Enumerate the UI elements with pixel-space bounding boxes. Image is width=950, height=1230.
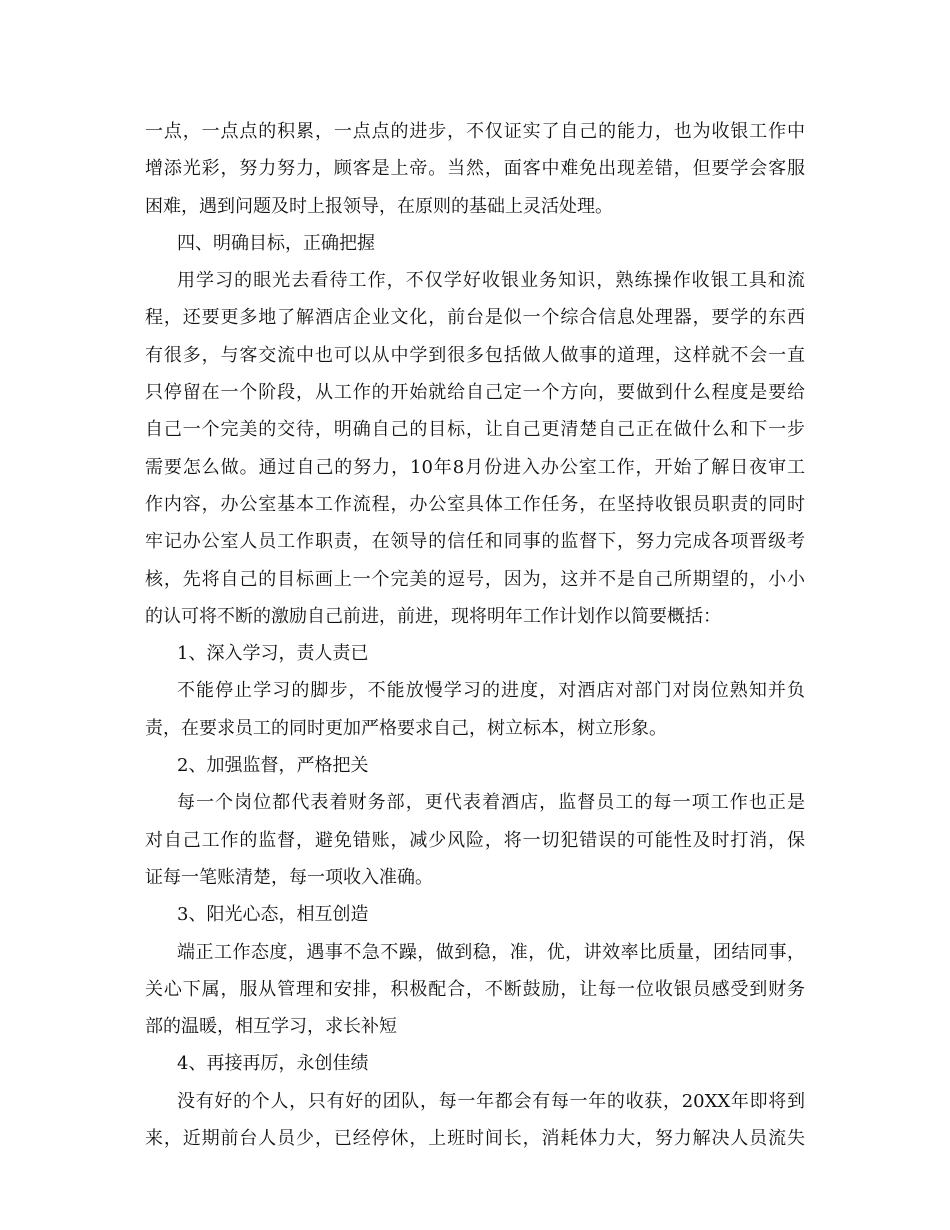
text-line: 一点，一点点的积累，一点点的进步，不仅证实了自己的能力，也为收银工作中 bbox=[145, 121, 805, 142]
text-line: 来，近期前台人员少，已经停休，上班时间长，消耗体力大，努力解决人员流失 bbox=[145, 1128, 805, 1150]
text-line: 作内容，办公室基本工作流程，办公室具体工作任务，在坚持收银员职责的同时 bbox=[145, 493, 805, 515]
text-line: 证每一笔账清楚，每一项收入准确。 bbox=[145, 866, 433, 888]
text-line: 的认可将不断的激励自己前进，前进，现将明年工作计划作以简要概括： bbox=[145, 605, 721, 627]
text-line: 有很多，与客交流中也可以从中学到很多包括做人做事的道理，这样就不会一直 bbox=[145, 344, 805, 366]
paragraph-start-line: 每一个岗位都代表着财务部，更代表着酒店，监督员工的每一项工作也正是 bbox=[177, 792, 805, 814]
text-line: 牢记办公室人员工作职责，在领导的信任和同事的监督下，努力完成各项晋级考 bbox=[145, 531, 805, 553]
paragraph-start-line: 不能停止学习的脚步，不能放慢学习的进度，对酒店对部门对岗位熟知并负 bbox=[177, 680, 805, 702]
text-line: 责，在要求员工的同时更加严格要求自己，树立标本，树立形象。 bbox=[145, 717, 667, 739]
document-body bbox=[145, 113, 805, 1157]
text-line: 增添光彩，努力努力，顾客是上帝。当然，面客中难免出现差错，但要学会客服 bbox=[145, 158, 805, 180]
paragraph-start-line: 用学习的眼光去看待工作，不仅学好收银业务知识，熟练操作收银工具和流 bbox=[177, 270, 805, 292]
paragraph-start-line: 端正工作态度，遇事不急不躁，做到稳，准，优，讲效率比质量，团结同事， bbox=[177, 941, 805, 963]
text-line: 只停留在一个阶段，从工作的开始就给自己定一个方向，要做到什么程度是要给 bbox=[145, 382, 805, 404]
text-line: 需要怎么做。通过自己的努力，10年8月份进入办公室工作，开始了解日夜审工 bbox=[145, 456, 805, 478]
text-line: 程，还要更多地了解酒店企业文化，前台是似一个综合信息处理器，要学的东西 bbox=[145, 307, 805, 329]
text-line: 对自己工作的监督，避免错账，减少风险，将一切犯错误的可能性及时打消，保 bbox=[145, 829, 805, 851]
paragraph-start-line: 没有好的个人，只有好的团队，每一年都会有每一年的收获，20XX年即将到 bbox=[177, 1090, 805, 1112]
paragraph-start-line: 2、加强监督，严格把关 bbox=[177, 755, 369, 777]
text-line: 部的温暖，相互学习，求长补短 bbox=[145, 1016, 397, 1038]
paragraph-start-line: 1、深入学习，责人责已 bbox=[177, 643, 369, 665]
text-line: 核，先将自己的目标画上一个完美的逗号，因为，这并不是自己所期望的，小小 bbox=[145, 568, 805, 590]
paragraph-start-line: 4、再接再厉，永创佳绩 bbox=[177, 1053, 369, 1075]
paragraph-start-line: 3、阳光心态，相互创造 bbox=[177, 904, 369, 926]
paragraph-start-line: 四、明确目标，正确把握 bbox=[177, 232, 375, 254]
text-line: 自己一个完美的交待，明确自己的目标，让自己更清楚自己正在做什么和下一步 bbox=[145, 419, 805, 441]
text-line: 困难，遇到问题及时上报领导，在原则的基础上灵活处理。 bbox=[145, 195, 613, 217]
text-line: 关心下属，服从管理和安排，积极配合，不断鼓励，让每一位收银员感受到财务 bbox=[145, 978, 805, 1000]
